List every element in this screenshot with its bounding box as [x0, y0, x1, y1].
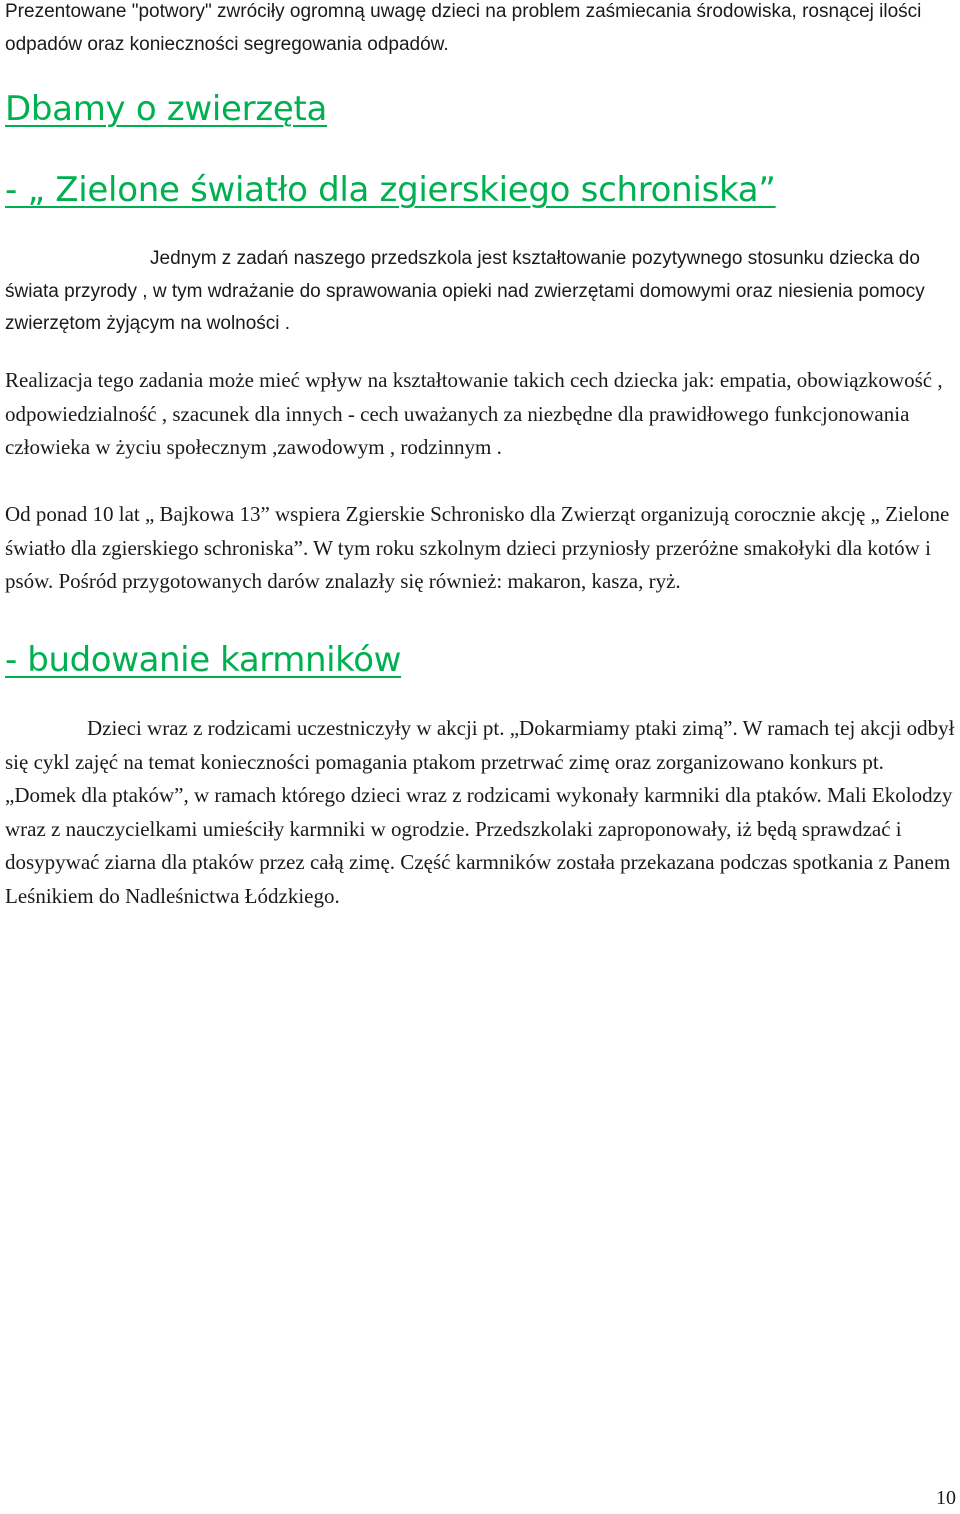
- section-title: Dbamy o zwierzęta: [5, 89, 328, 129]
- subsection-title-feeders: - budowanie karmników: [5, 640, 402, 680]
- subsection-title-shelter: - „ Zielone światło dla zgierskiego schroniska”: [5, 170, 776, 210]
- page-number: 10: [936, 1487, 956, 1509]
- intro-paragraph: Prezentowane "potwory" zwróciły ogromną uwagę dzieci na problem zaśmiecania środowiska, rosnącej ilości odpadów oraz konieczności segregowania odpadów.: [5, 1, 922, 55]
- shelter-paragraph-3: Od ponad 10 lat „ Bajkowa 13” wspiera Zgierskie Schronisko dla Zwierząt organizują corocznie akcję „ Zielone światło dla zgierskiego schroniska”. W tym roku szkolnym dzieci przyniosły przeróżne smakołyki dla kotów i psów. Pośród przygotowanych darów znalazły się również: makaron, kasza, ryż.: [5, 502, 950, 593]
- shelter-paragraph-2: Realizacja tego zadania może mieć wpływ na kształtowanie takich cech dziecka jak: empatia, obowiązkowość , odpowiedzialność , szacunek dla innych - cech uważanych za niezbędne dla prawidłowego funkcjonowania człowieka w życiu społecznym ,zawodowym , rodzinnym .: [5, 368, 943, 459]
- feeders-paragraph-1: Dzieci wraz z rodzicami uczestniczyły w akcji pt. „Dokarmiamy ptaki zimą”. W ramach tej akcji odbył się cykl zajęć na temat konieczności pomagania ptakom przetrwać zimę oraz zorganizowano konkurs pt. „Domek dla ptaków”, w ramach którego dzieci wraz z rodzicami wykonały karmniki dla ptaków. Mali Ekolodzy wraz z nauczycielkami umieściły karmniki w ogrodzie. Przedszkolaki zaproponowały, iż będą sprawdzać i dosypywać ziarna dla ptaków przez całą zimę. Część karmników została przekazana podczas spotkania z Panem Leśnikiem do Nadleśnictwa Łódzkiego.: [5, 716, 955, 908]
- shelter-paragraph-1: Jednym z zadań naszego przedszkola jest kształtowanie pozytywnego stosunku dziecka do świata przyrody , w tym wdrażanie do sprawowania opieki nad zwierzętami domowymi oraz niesienia pomocy zwierzętom żyjącym na wolności .: [5, 248, 925, 334]
